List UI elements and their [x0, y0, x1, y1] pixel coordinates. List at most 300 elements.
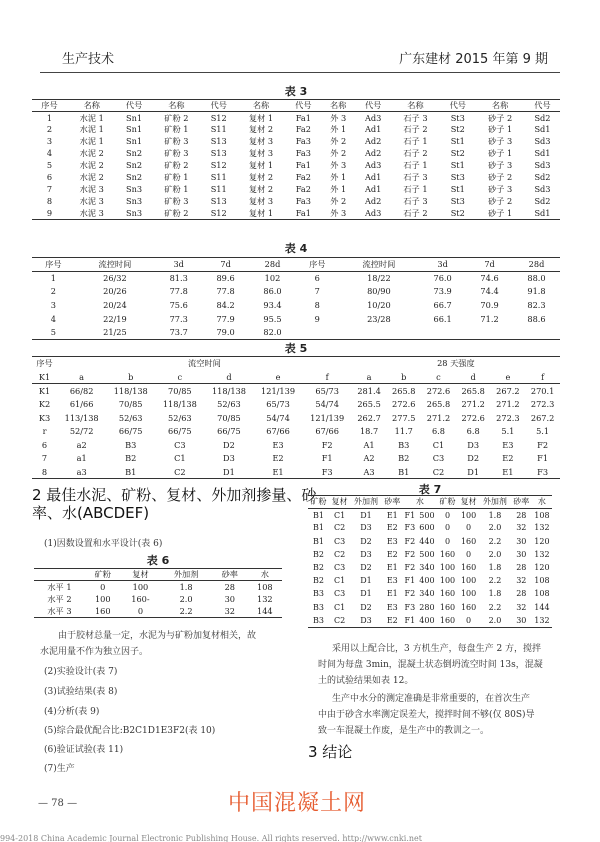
table6-cell: 100 [132, 581, 149, 592]
right-para2-line: 致一车混凝土作废，是生产中的教训之一。 [318, 726, 490, 736]
table3-cell: Sd2 [534, 112, 551, 123]
table3-header-cell: 名称 [321, 100, 356, 112]
table4-cell: 26/32 [103, 273, 127, 284]
table5-cell: 272.6 [426, 385, 451, 396]
table4-cell: 3 [50, 299, 56, 310]
table-row [308, 548, 552, 561]
table4-cell: 81.3 [169, 273, 188, 284]
table7-cell: E3 [386, 576, 398, 586]
table3-cell: 水泥 3 [67, 208, 117, 220]
table5-cell: K2 [38, 398, 51, 409]
table7-cell: E2 [382, 614, 403, 627]
table7-cell: 0 [466, 549, 472, 559]
table3-cell: 外 1 [330, 184, 347, 195]
table4-cell: 71.2 [480, 313, 499, 324]
table7-cell: 30 [511, 614, 532, 627]
table7-cell: 120 [534, 563, 550, 573]
table4-cell: 74.6 [480, 273, 499, 284]
table5-cell: B1 [386, 465, 421, 479]
table3-cell: Fa1 [286, 208, 321, 220]
table5-subheader-cell: d [456, 370, 491, 384]
table3-cell: S11 [210, 172, 227, 183]
table5-cell: 272.6 [461, 412, 485, 423]
table5-cell: F1 [537, 453, 549, 464]
table3-cell: 石子 2 [391, 208, 441, 220]
table-row [32, 424, 560, 438]
table5-cell: C3 [174, 439, 186, 450]
table4-cell: 18/22 [367, 273, 391, 284]
table5-cell: E3 [502, 439, 514, 450]
table3-cell: 复材 2 [248, 184, 274, 195]
table5-cell: 272.6 [392, 398, 416, 409]
table5-cell: 11.7 [394, 426, 413, 437]
table4-cell: 102 [264, 273, 281, 284]
table7-cell: 600 [419, 523, 435, 533]
table6-cell: 160- [131, 593, 150, 604]
table3-cell: 复材 3 [248, 196, 274, 207]
table7-header-cell: 水 [532, 496, 552, 509]
table7-cell: C3 [334, 563, 346, 573]
table5-cell: F1 [321, 453, 333, 464]
table6-header-cell: 复材 [121, 569, 161, 581]
table4-cell: 77.3 [169, 313, 188, 324]
table3-cell: Sd1 [534, 124, 551, 135]
table5-cell: 61/66 [69, 398, 94, 409]
table7-cell: 28 [516, 510, 527, 520]
table4-cell: 88.0 [527, 273, 546, 284]
table3-cell: 矿粉 1 [164, 124, 189, 135]
table3-cell: Ad2 [364, 196, 382, 207]
table7-cell: 30 [516, 536, 527, 546]
table5-cell: 54/74 [315, 398, 339, 409]
table7-header-cell: 外加剂 [479, 496, 511, 509]
table-row [32, 196, 560, 208]
table4-header-cell: 7d [466, 258, 513, 272]
table4-cell: 73.9 [433, 286, 452, 297]
table7-cell: 160 [437, 614, 458, 627]
table3-cell: 外 3 [330, 160, 347, 171]
table3-cell: 砂子 3 [487, 160, 513, 171]
table5-cell: D1 [204, 465, 253, 479]
table3-cell: 外 3 [321, 208, 356, 220]
procedure-list-item: (2)实验设计(表 7) [44, 667, 118, 677]
table3-cell: Ad3 [364, 112, 382, 123]
table7-cell: 160 [439, 589, 456, 599]
table7-caption: 表 7 [418, 483, 442, 496]
table3-cell: Sd1 [525, 208, 560, 220]
table5-cell: K3 [38, 412, 51, 423]
table7-cell: 160 [460, 563, 477, 573]
table3-cell: Sn1 [126, 112, 143, 123]
table4-cell: 22/19 [103, 313, 127, 324]
table5-cell: B2 [125, 453, 137, 464]
table7-cell: 440 [419, 536, 435, 546]
table5-cell: 118/138 [113, 385, 148, 396]
table7-cell: 400 [417, 614, 437, 627]
right-paragraph-2 [318, 691, 558, 739]
table-row [32, 285, 560, 299]
table7-cell: 100 [439, 563, 456, 573]
table6-caption: 表 6 [146, 554, 170, 567]
site-watermark: 中国混凝土网 [228, 791, 367, 816]
table5-subheader-cell: a [57, 370, 106, 384]
table5-cell: B1 [106, 465, 155, 479]
table-row [32, 148, 560, 160]
table5-cell: 262.7 [357, 412, 381, 423]
table3-cell: S12 [210, 112, 227, 123]
table3-cell: 砂子 1 [487, 124, 513, 135]
table3-cell: S13 [210, 136, 227, 147]
table3-cell: 复材 2 [248, 124, 274, 135]
table3-header-cell: 名称 [67, 100, 117, 112]
table5-cell: F3 [525, 465, 560, 479]
table3-cell: St1 [450, 160, 465, 171]
table7-cell: F3 [404, 523, 416, 533]
table7-cell: E2 [386, 523, 398, 533]
table3-cell: S11 [210, 184, 227, 195]
table7-cell: 1.8 [488, 510, 502, 520]
table6 [34, 568, 282, 618]
table3-header-cell: 序号 [32, 100, 67, 112]
table4-cell: 95.5 [263, 313, 282, 324]
left-paragraph [40, 628, 290, 660]
table7-cell: 160 [460, 536, 477, 546]
table-row [32, 184, 560, 196]
table7-cell: C1 [334, 602, 346, 612]
table3-cell: 水泥 2 [79, 172, 104, 183]
table3-cell: St1 [450, 184, 465, 195]
table3-header-cell: 代号 [440, 100, 475, 112]
table7-cell: E1 [386, 589, 398, 599]
table5-cell: 272.3 [496, 412, 520, 423]
table4-cell: 84.2 [216, 299, 235, 310]
table3-cell: Sd2 [534, 196, 551, 207]
table5-cell: E2 [272, 453, 284, 464]
table3-cell: 复材 3 [248, 148, 274, 159]
table3-cell: Fa3 [295, 148, 311, 159]
table3-cell: 外 2 [330, 196, 347, 207]
table5-cell: 52/72 [69, 426, 94, 437]
table5-subheader-cell: f [525, 370, 560, 384]
table3-cell: Fa3 [295, 136, 311, 147]
table3-cell: 8 [46, 196, 53, 207]
table5-cell: 6.8 [466, 426, 480, 437]
table4-cell: 5 [32, 325, 75, 339]
table-row [32, 160, 560, 172]
table7-cell: 0 [444, 510, 451, 520]
table-row [34, 581, 282, 593]
table-row [308, 588, 552, 601]
table4-cell: 70.9 [480, 299, 499, 310]
table3-cell: Ad2 [364, 136, 382, 147]
table5-cell: 67/66 [266, 426, 290, 437]
table4-cell: 7 [314, 286, 320, 297]
table-row [32, 172, 560, 184]
table7-cell: F2 [404, 536, 416, 546]
table7-cell: B2 [313, 549, 325, 559]
table7-cell: F3 [404, 602, 416, 612]
table7-cell: 1.8 [488, 589, 502, 599]
table6-cell: 水平 3 [34, 605, 85, 617]
table3-cell: St2 [450, 148, 465, 159]
table3-cell: 水泥 2 [79, 160, 104, 171]
table3 [32, 99, 560, 220]
table-row [34, 593, 282, 605]
table5-cell: 8 [32, 465, 57, 479]
table3-cell: Sn3 [117, 208, 152, 220]
table3-cell: 复材 1 [248, 160, 274, 171]
table5-subheader-cell: d [204, 370, 253, 384]
table7-cell: B2 [313, 563, 325, 573]
table5-cell: 265.8 [461, 385, 485, 396]
table7-cell: 340 [419, 563, 435, 573]
table3-cell: St2 [440, 208, 475, 220]
table7-cell: 0 [458, 614, 479, 627]
table3-cell: 砂子 2 [487, 196, 513, 207]
table7-cell: C2 [334, 549, 346, 559]
item-factor-setting: (1)因数设置和水平设计(表 6) [44, 539, 163, 549]
table7-cell: E3 [386, 536, 398, 546]
table7-cell: 2.0 [488, 523, 502, 533]
table7-cell: B1 [313, 536, 325, 546]
table3-cell: 矿粉 1 [164, 172, 189, 183]
table3-header-cell: 代号 [201, 100, 236, 112]
table5-cell: 18.7 [359, 426, 379, 437]
table7-cell: D2 [360, 563, 372, 573]
table4-cell: 76.0 [433, 273, 452, 284]
table4-cell: 77.8 [216, 286, 235, 297]
table5-cell: 54/74 [266, 412, 290, 423]
table5-cell: K1 [38, 385, 51, 396]
table-row [32, 312, 560, 326]
table4-header-cell: 28d [513, 258, 560, 272]
table3-cell: 石子 1 [403, 184, 428, 195]
table5-cell: a3 [57, 465, 106, 479]
right-para1-line: 土的试验结果如表 12。 [318, 676, 414, 686]
table-row [32, 124, 560, 136]
table-row [32, 136, 560, 148]
table7-cell: B3 [313, 589, 325, 599]
table5-cell: r [42, 426, 47, 437]
table3-cell: 9 [32, 208, 67, 220]
table5-cell: 281.4 [357, 385, 381, 396]
table4-cell: 74.4 [480, 286, 499, 297]
table7-cell: 100 [460, 510, 477, 520]
table-row [308, 522, 552, 535]
table7-cell: C2 [329, 614, 350, 627]
section2-heading-line2: 率、水(ABCDEF) [32, 504, 150, 522]
table4-header-cell: 28d [249, 258, 296, 272]
copyright-footer: 994-2018 China Academic Journal Electronic Publishing House. All rights reserved. http://www.cnki.net [0, 834, 422, 842]
table7-cell: 500 [419, 549, 435, 559]
table5-cell: B3 [398, 439, 410, 450]
table5-cell: D2 [467, 453, 480, 464]
table7-cell: D3 [360, 549, 372, 559]
table4-cell: 82.0 [249, 325, 296, 339]
table7-cell: F1 [403, 614, 417, 627]
table3-cell: St2 [450, 124, 465, 135]
table5-subheader-cell: K1 [32, 370, 57, 384]
table7-header-cell: 外加剂 [350, 496, 382, 509]
table4-cell: 93.4 [263, 299, 282, 310]
table3-cell: 砂子 1 [487, 148, 513, 159]
table3-cell: St1 [450, 136, 465, 147]
table6-cell: 水平 1 [47, 581, 72, 592]
table4-cell [339, 325, 420, 339]
table3-cell: 矿粉 2 [164, 160, 189, 171]
table7-cell: B1 [313, 510, 325, 520]
table7-cell: 120 [534, 536, 550, 546]
table7-cell: 132 [532, 614, 552, 627]
table7-cell: C1 [334, 510, 346, 520]
table3-cell: 7 [46, 184, 53, 195]
table7-cell: 32 [516, 523, 527, 533]
table5-cell: 67/66 [315, 426, 339, 437]
table3-cell: Sd1 [534, 148, 551, 159]
table3-cell: 2 [46, 124, 53, 135]
table3-cell: 外 2 [330, 136, 347, 147]
table4-header-cell: 流控时间 [75, 258, 156, 272]
table3-cell: 石子 3 [403, 112, 428, 123]
table4-cell: 20/26 [103, 286, 127, 297]
table3-cell: 矿粉 3 [164, 148, 189, 159]
table3-cell: Sn3 [126, 184, 143, 195]
table5-cell: D1 [456, 465, 491, 479]
table3-cell: Ad1 [364, 184, 382, 195]
table7-cell: 0 [444, 523, 451, 533]
table4-cell: 80/90 [367, 286, 391, 297]
table3-cell: 砂子 1 [475, 208, 525, 220]
table4 [32, 257, 560, 340]
table-row [32, 452, 560, 466]
right-para2-line: 中由于砂含水率测定误差大，搅拌时间不够(仅 80S)导 [318, 710, 535, 720]
table5-cell: 271.2 [426, 412, 451, 423]
header-rule [40, 72, 560, 73]
table5-subheader-cell: e [254, 370, 303, 384]
table3-header-cell: 名称 [236, 100, 286, 112]
table5-cell: 5.1 [501, 426, 515, 437]
table5-cell: 267.2 [496, 385, 520, 396]
table6-cell: 1.8 [179, 581, 193, 592]
table7-cell: D1 [360, 589, 372, 599]
table4-cell [419, 325, 466, 339]
table7-cell: 2.2 [488, 536, 502, 546]
table3-cell: 复材 1 [248, 112, 274, 123]
table-row [32, 112, 560, 124]
table6-cell: 30 [224, 593, 236, 604]
table3-cell: 水泥 3 [79, 184, 104, 195]
table7-cell: F1 [404, 576, 416, 586]
table7-cell: 2.0 [488, 549, 502, 559]
table3-cell: 外 2 [330, 148, 347, 159]
table7-cell: 2.2 [488, 602, 502, 612]
table7-cell: D1 [360, 510, 372, 520]
table7-header-cell: 砂率 [382, 496, 403, 509]
table4-cell: 66.1 [433, 313, 452, 324]
table-row [32, 208, 560, 220]
table3-header-cell: 名称 [475, 100, 525, 112]
table5-subheader-cell: c [155, 370, 204, 384]
table7 [308, 495, 552, 628]
table5-cell: C2 [421, 465, 456, 479]
table5-cell: 5.1 [536, 426, 550, 437]
table4-cell: 9 [314, 313, 320, 324]
table5-cell: F2 [537, 439, 549, 450]
table7-cell: 108 [534, 589, 550, 599]
table7-cell: D2 [360, 602, 372, 612]
table3-cell: 水泥 2 [79, 148, 104, 159]
table7-header-cell: 矿粉 [437, 496, 458, 509]
table5-cell: 52/63 [118, 412, 143, 423]
table-row [32, 397, 560, 411]
table4-header-cell: 序号 [32, 258, 75, 272]
table5-cell: C1 [432, 439, 445, 450]
table7-cell: D2 [360, 536, 372, 546]
table7-cell: 160 [439, 602, 456, 612]
table7-cell: 108 [534, 576, 550, 586]
table3-cell: Ad3 [356, 208, 391, 220]
table3-cell: Sn2 [126, 148, 143, 159]
table5-cell: a1 [76, 453, 87, 464]
table3-cell: 水泥 3 [79, 196, 104, 207]
table4-cell: 73.7 [155, 325, 202, 339]
table6-header-cell: 外加剂 [160, 569, 212, 581]
table5-cell: C3 [432, 453, 445, 464]
table7-cell: 160 [439, 549, 456, 559]
table4-cell: 20/24 [103, 299, 127, 310]
table3-cell: 石子 2 [403, 148, 428, 159]
left-para-line: 由于胶材总量一定，水泥为与矿粉加复材相关，故 [58, 631, 257, 641]
table3-cell: Ad3 [364, 160, 382, 171]
table3-cell: 砂子 2 [487, 172, 513, 183]
table5-cell: 66/75 [118, 426, 143, 437]
table7-cell: 28 [516, 589, 527, 599]
table7-cell: 160 [460, 602, 477, 612]
table4-cell: 4 [50, 313, 56, 324]
table3-cell: S13 [210, 148, 227, 159]
table3-header-cell: 代号 [117, 100, 152, 112]
table4-cell: 8 [314, 299, 320, 310]
table5-cell: 267.2 [530, 412, 555, 423]
table5-cell: D2 [223, 439, 235, 450]
table3-cell: St3 [450, 172, 465, 183]
table5-cell: 113/138 [64, 412, 99, 423]
table7-header-cell: 水 [403, 496, 437, 509]
table3-cell: 矿粉 3 [164, 136, 189, 147]
table6-header-cell: 水 [248, 569, 282, 581]
table3-cell: S12 [201, 208, 236, 220]
table-row [308, 535, 552, 548]
table4-cell [296, 325, 339, 339]
right-para2-line: 生产中水分的测定准确是非常重要的，在首次生产 [332, 694, 531, 704]
table5-cell: 65/73 [315, 385, 339, 396]
table4-cell [513, 325, 560, 339]
right-para1-line: 采用以上配合比，3 方机生产，每盘生产 2 方，搅拌 [332, 644, 542, 654]
procedure-list-item: (7)生产 [44, 764, 75, 774]
table7-cell: 100 [460, 589, 477, 599]
table7-cell: F1 [404, 510, 416, 520]
table7-cell: C3 [334, 536, 346, 546]
table5-cell: 6 [41, 439, 48, 450]
procedure-list-item: (3)试验结果(表 8) [44, 687, 118, 697]
table3-cell: Fa1 [295, 160, 311, 171]
table5-cell: B2 [398, 453, 410, 464]
table3-cell: 4 [46, 148, 53, 159]
table7-header-cell: 砂率 [511, 496, 532, 509]
table3-cell: Sd2 [534, 172, 551, 183]
table3-cell: S12 [210, 160, 227, 171]
table3-cell: 石子 1 [403, 136, 428, 147]
